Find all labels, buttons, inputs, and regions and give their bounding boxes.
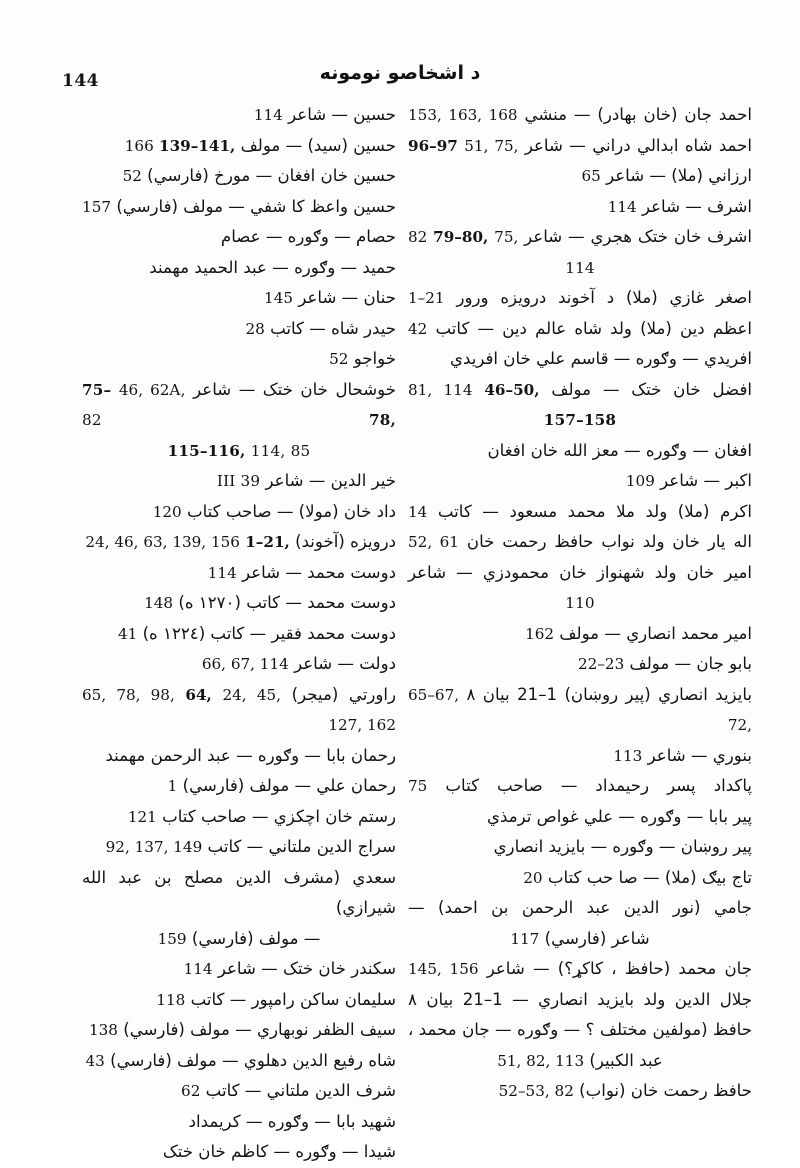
page-ref: 82 [408, 228, 428, 246]
index-entry-continuation [82, 436, 396, 467]
index-entry [408, 619, 752, 650]
index-entry-head: اعظم دين (ملا) ولد شاه عالم دين — کاتب [435, 318, 752, 338]
page-ref: 153, 163, 168 [408, 106, 518, 124]
index-entry [408, 771, 752, 802]
page-ref: 20 [523, 868, 543, 887]
index-entry [408, 222, 752, 253]
page-ref-bold: 96–97 [408, 136, 458, 155]
index-entry [408, 497, 752, 528]
index-entry-head: دوست محمد — کاتب (۱۲۷۰ ه) [178, 593, 396, 612]
index-entry-head: حافظ رحمت خان (نواب) [579, 1081, 752, 1100]
index-entry-head: حسين واعظ کا شفي — مولف (فارسي) [116, 196, 396, 216]
page-ref: 166 [124, 136, 154, 155]
index-entry-head: حافظ (مولفين مختلف ؟ — وګوره — جان محمد ، [408, 1020, 752, 1039]
index-entry-head: حسين — شاعر [288, 105, 396, 124]
page-ref: 52 [329, 350, 349, 368]
index-entry-head: دوست محمد فقير — کاتب (۱۲۲٤ ه) [142, 623, 396, 643]
index-entry-head: حسين خان افغان — مورخ (فارسي) [147, 166, 396, 185]
page-ref: 162 [525, 624, 555, 643]
index-entry [82, 527, 396, 558]
page-ref: 42 [408, 319, 428, 338]
page-ref: 65 [581, 167, 601, 185]
page-ref: 113 [613, 746, 643, 765]
page-ref: 51, 75, [464, 136, 519, 155]
index-entry-head: اصغر غازي (ملا) د آخوند درويزه ورور [456, 288, 752, 307]
page-ref: III 39 [216, 472, 261, 490]
index-entry-head: اکرم (ملا) ولد ملا محمد مسعود — کاتب [437, 501, 752, 521]
page-ref: 114, [250, 441, 286, 460]
index-entry-head: جامي (نور الدين عبد الرحمن بن احمد) — [408, 898, 752, 917]
index-entry [408, 283, 752, 314]
page-ref: 62 [181, 1082, 201, 1100]
folio-number: 144 [62, 71, 99, 91]
index-entry-head: اکبر — شاعر [660, 471, 752, 490]
index-entry [408, 100, 752, 131]
index-entry-head: جلال الدين ولد بايزيد انصاري — 1–21 بيان ۸ [408, 989, 752, 1009]
index-entry-head: درويزه (آخوند) [295, 532, 396, 551]
index-entry [82, 100, 396, 131]
index-entry [82, 619, 396, 650]
index-entry [82, 649, 396, 680]
page-ref: 75 [408, 777, 428, 795]
page-ref: 109 [625, 472, 655, 490]
index-entry-head: بايزيد انصاري (پير روښان) 1–21 بيان ۸ [466, 684, 753, 704]
page-ref: 22–23 [577, 655, 625, 673]
page-ref: 28 [245, 319, 265, 338]
index-entry [82, 832, 396, 863]
index-entry [408, 1015, 752, 1046]
index-entry-head: دوست محمد — شاعر [242, 562, 396, 582]
index-entry-head: رحمان علي — مولف (فارسي) [182, 776, 396, 795]
index-entry-head-cont: — مولف (فارسي) [191, 928, 321, 948]
index-entry [403, 680, 753, 741]
index-entry-head: دولت — شاعر [294, 654, 396, 673]
page-ref: 148 [144, 594, 174, 612]
index-entry-head: شهيد بابا — وګوره — کريمداد [188, 1111, 396, 1131]
index-entry-head: افريدي — وګوره — قاسم علي خان افريدي [450, 349, 752, 368]
index-entry [77, 680, 397, 741]
index-entry [82, 314, 396, 345]
page-ref-bold: 64, [185, 685, 212, 704]
index-entry [408, 863, 752, 894]
index-columns [0, 100, 800, 1161]
page-ref: 52, 61 [408, 533, 459, 551]
index-entry-head: تاج بيګ (ملا) — صا حب کتاب [547, 867, 752, 887]
index-entry-head: پير روښان — وګوره — بايزيد انصاري [493, 837, 752, 856]
index-entry [82, 954, 396, 985]
page-ref: 117 [510, 929, 540, 948]
index-entry [82, 497, 396, 528]
index-entry [408, 375, 752, 406]
index-entry [82, 771, 396, 802]
page-ref: 138 [88, 1021, 118, 1039]
page-ref: 65–67, 72, [403, 685, 752, 734]
index-entry-continuation [408, 253, 752, 284]
page-ref: 157 [82, 197, 112, 216]
index-entry-head: حصام — وګوره — عصام [220, 227, 396, 246]
index-entry [408, 1076, 752, 1107]
index-column-left [46, 100, 397, 1161]
index-entry [408, 192, 752, 223]
index-entry-head: احمد شاه ابدالي دراني — شاعر [524, 135, 753, 155]
index-entry-head: خواجو [353, 349, 396, 368]
index-entry [408, 131, 752, 162]
page-ref: 1 [167, 777, 178, 795]
page-ref: 159 [157, 929, 187, 948]
index-entry [82, 192, 396, 223]
page-ref-bold: 79–80, [433, 228, 489, 246]
index-entry-head: اشرف خان ختک هجري — شاعر [524, 227, 753, 246]
index-entry [82, 466, 396, 497]
index-entry [82, 1015, 396, 1046]
page-ref: 110 [565, 594, 595, 612]
page-ref: 114 [207, 563, 237, 582]
page-ref: 120 [152, 502, 182, 521]
page-ref: 43 [85, 1051, 105, 1070]
page-ref: 46, 62A, [118, 380, 186, 399]
index-entry-head: سيف الظفر نوبهاري — مولف (فارسي) [123, 1020, 396, 1039]
page-ref: 66, 67, 114 [201, 655, 289, 673]
page-ref: 121 [127, 807, 157, 826]
index-entry [408, 954, 752, 985]
index-column-right [402, 100, 753, 1100]
index-entry [82, 802, 396, 833]
page-ref: 24, 45, [222, 685, 281, 704]
index-entry-head: سعدي (مشرف الدين مصلح بن عبد الله شيرازي) [76, 867, 396, 917]
index-entry [82, 161, 396, 192]
page-ref: 52–53, 82 [498, 1082, 574, 1100]
index-entry-head: جان محمد (حافظ ، کاکړ؟) — شاعر [486, 959, 752, 978]
index-entry-head: اشرف — شاعر [641, 196, 752, 216]
index-entry-head: حسين (سيد) — مولف [240, 135, 396, 155]
page-ref: 114 [183, 960, 213, 978]
page-ref-bold: 46–50, [484, 380, 540, 399]
index-entry-head: حيدر شاه — کاتب [270, 318, 396, 338]
index-entry [76, 863, 396, 924]
index-entry [82, 985, 396, 1016]
index-entry [408, 314, 752, 345]
page-ref: 51, 82, 113 [497, 1051, 585, 1070]
index-entry-head: بابو جان — مولف [629, 654, 752, 673]
page-ref: 82 [82, 411, 102, 429]
index-entry [82, 131, 396, 162]
index-entry-head: افضل خان ختک — مولف [551, 379, 752, 399]
index-entry-head-cont: شاعر (فارسي) [544, 928, 650, 948]
index-entry-continuation [408, 924, 752, 955]
index-entry [408, 741, 752, 772]
index-entry-head: خوشحال خان ختک — شاعر [193, 379, 397, 399]
index-entry [82, 1076, 396, 1107]
index-entry [408, 649, 752, 680]
page-ref: 14 [408, 502, 428, 521]
page-ref: 118 [156, 990, 186, 1009]
index-entry [82, 741, 396, 772]
index-entry-head: احمد جان (خان بهادر) — منشي [524, 105, 753, 124]
index-entry [408, 985, 752, 1016]
page-ref: 52 [122, 167, 142, 185]
index-entry-continuation [82, 924, 396, 955]
index-entry-head: شيدا — وګوره — کاظم خان ختک [162, 1142, 396, 1161]
index-entry [82, 253, 396, 284]
index-entry [82, 283, 396, 314]
page-ref-bold: 75–78, [82, 380, 396, 429]
index-entry [408, 893, 752, 924]
page-ref: 41 [117, 624, 138, 643]
page-ref: 65, 78, 98, 127, 162 [77, 685, 396, 734]
index-entry [408, 527, 752, 558]
index-entry [408, 558, 752, 589]
index-entry-head: پير بابا — وګوره — علي غواص ترمذي [487, 806, 752, 826]
page-ref: 145 [264, 289, 294, 307]
page-ref: 24, 46, 63, 139, 156 [85, 533, 240, 551]
index-entry-head: شرف الدين ملتاني — کاتب [205, 1081, 396, 1100]
index-entry [82, 558, 396, 589]
running-head: د اشخاصو نومونه [319, 62, 481, 84]
page-ref-bold: 1–21, [245, 533, 290, 551]
page-ref: 114 [565, 258, 595, 277]
index-entry-head: اله يار خان ولد نواب حافظ رحمت خان [466, 532, 753, 551]
page-ref: 145, 156 [408, 960, 479, 978]
index-entry-head-cont: عبد الکبير) [589, 1050, 663, 1070]
page-ref: 114 [607, 197, 637, 216]
index-entry [82, 1137, 396, 1168]
index-entry-head: امير محمد انصاري — مولف [559, 623, 752, 643]
index-entry-head: بنوري — شاعر [647, 745, 752, 765]
index-entry [82, 1107, 396, 1138]
index-entry [408, 436, 752, 467]
index-entry [408, 802, 752, 833]
page-header [0, 62, 800, 96]
index-entry-head: راورتي (ميجر) [291, 684, 397, 704]
index-entry [408, 832, 752, 863]
index-entry-head: سراج الدين ملتاني — کاتب [207, 837, 396, 856]
index-entry-head: امير خان ولد شهنواز خان محمودزي — شاعر [408, 562, 752, 582]
index-entry [82, 222, 396, 253]
page-ref: 81, 114 [408, 380, 473, 399]
page-ref-bold: 115–116, [167, 441, 246, 460]
index-entry-head: شاه رفيع الدين دهلوي — مولف (فارسي) [110, 1050, 396, 1070]
index-entry-head: سکندر خان ختک — شاعر [217, 959, 396, 978]
page-ref-bold: 139–141, [159, 136, 236, 155]
index-entry-head: سليمان ساکن رامپور — کاتب [190, 989, 396, 1009]
page-ref: 85 [290, 441, 311, 460]
index-entry-head: داد خان (مولا) — صاحب کتاب [186, 501, 396, 521]
index-entry-head: افغان — وګوره — معز الله خان افغان [487, 440, 752, 460]
page-ref-bold: 157–158 [543, 411, 617, 429]
index-entry-head: خير الدين — شاعر [265, 471, 396, 490]
index-entry-continuation [408, 588, 752, 619]
index-entry [82, 344, 396, 375]
index-entry-head: حميد — وګوره — عبد الحميد مهمند [149, 257, 396, 277]
index-entry [408, 466, 752, 497]
index-entry-head: حنان — شاعر [298, 288, 396, 307]
index-entry [82, 375, 396, 436]
index-entry-head: ارزاني (ملا) — شاعر [606, 166, 752, 185]
index-entry-head: رستم خان اچکزي — صاحب کتاب [162, 806, 396, 826]
index-entry [82, 588, 396, 619]
index-entry-continuation [408, 1046, 752, 1077]
page-ref: 92, 137, 149 [105, 838, 203, 856]
index-entry-continuation [408, 405, 752, 436]
page-ref: 114 [253, 106, 283, 124]
index-entry [82, 1046, 396, 1077]
index-entry [408, 161, 752, 192]
index-entry-head: پاکداد پسر رحيمداد — صاحب کتاب [445, 776, 752, 795]
page-ref: 75, [494, 228, 519, 246]
page-ref: 1–21 [408, 289, 445, 307]
index-entry-head: رحمان بابا — وګوره — عبد الرحمن مهمند [105, 745, 396, 765]
index-entry [408, 344, 752, 375]
